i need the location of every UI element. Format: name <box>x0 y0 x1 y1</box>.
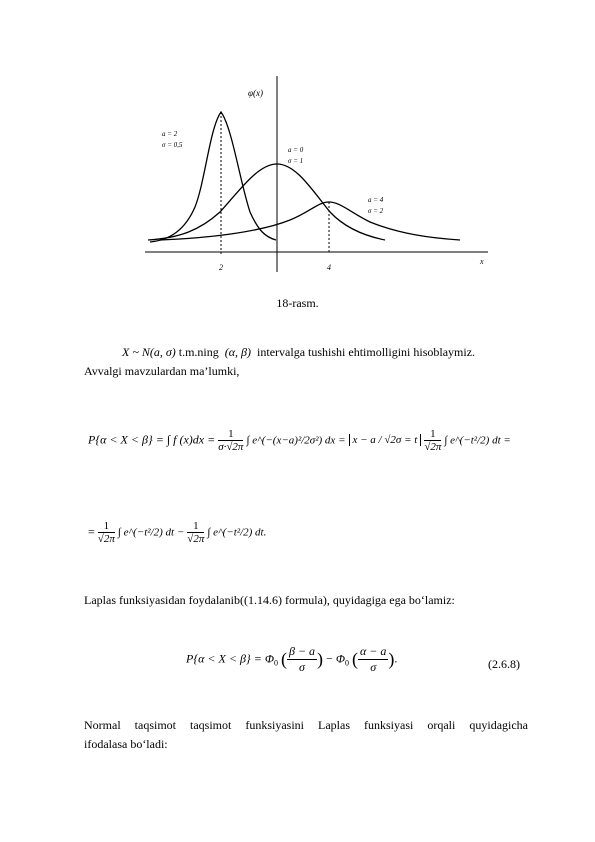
eq1-frac2-den: √2π <box>424 441 442 453</box>
interval-notation: (α, β) <box>224 345 252 359</box>
eq1-substitution: x − a / √2σ = t <box>349 434 422 446</box>
eq3-lhs: P{α < X < β} = Φ <box>186 651 274 666</box>
para3-line2: ifodalasa bo‘ladi: <box>84 737 168 751</box>
eq3-sub2: 0 <box>344 658 349 668</box>
curve-a0-s1 <box>148 164 385 240</box>
eq3-minus: − <box>326 651 333 666</box>
eq3-frac1-den: σ <box>299 660 305 674</box>
para3-line1: Normal taqsimot taqsimot funksiyasini Laplas funksiyasi orqali quyidagicha <box>84 718 528 732</box>
y-axis-label: φ(x) <box>248 88 263 98</box>
eq2-prefix: = <box>88 524 95 539</box>
eq1-frac2-num: 1 <box>424 428 441 441</box>
eq2-frac2-den: √2π <box>187 533 205 545</box>
curve1-label-s: σ = 0,5 <box>162 141 183 149</box>
paragraph-2: Laplas funksiyasidan foydalanib((1.14.6) formula), quyidagiga ega bo‘lamiz: <box>84 593 455 607</box>
eq1-integral3: ∫ e^(−t²/2) dt = <box>444 434 511 447</box>
eq3-frac1-num: β − a <box>288 644 316 658</box>
equation-3: $P\{\alpha < X < \beta\} = \Phi_0$ ( $\frac{\beta - a}{\sigma}$ ) − $\Phi_0$ ( $\frac{\alpha - a}{\sigma}$ ). <box>186 644 398 674</box>
eq2-frac2-num: 1 <box>187 520 204 533</box>
curve2-label-s: σ = 1 <box>288 157 304 165</box>
eq3-frac2-den: σ <box>370 660 377 674</box>
eq1-integral2: ∫ e^(−(x−a)²/2σ²) dx = <box>246 434 346 447</box>
eq3-frac2-num: α − a <box>359 644 387 658</box>
eq1-frac1-num: 1 <box>218 428 243 441</box>
curve1-label-a: a = 2 <box>162 130 178 138</box>
paragraph-1 <box>84 343 528 381</box>
x-axis-label: x <box>480 257 484 266</box>
tick-label-2: 2 <box>219 263 223 272</box>
para1-text-rest: intervalga tushishi ehtimolligini hisoblaymiz. <box>257 345 476 359</box>
curve-a4-s2 <box>160 202 460 240</box>
tick-label-4: 4 <box>327 263 331 272</box>
paragraph-3 <box>84 716 528 754</box>
curve2-label-a: a = 0 <box>288 146 304 154</box>
eq2-integral-b: ∫ e^(−t²/2) dt. <box>207 526 267 539</box>
eq2-integral-a: ∫ e^(−t²/2) dt − <box>117 526 185 539</box>
equation-2 <box>88 520 388 560</box>
normal-density-figure <box>140 72 500 282</box>
equation-1 <box>88 428 528 468</box>
para1-line2: Avvalgi mavzulardan ma’lumki, <box>84 364 240 378</box>
curve3-label-a: a = 4 <box>368 196 384 204</box>
eq1-lhs: P{α < X < β} = <box>88 432 164 447</box>
eq2-frac-num: 1 <box>98 520 115 533</box>
curve3-label-s: σ = 2 <box>368 207 384 215</box>
eq1-frac1-den: σ·√2π <box>218 441 244 453</box>
eq1-integral1: ∫ f (x)dx = <box>166 432 216 447</box>
eq2-frac-den: √2π <box>97 533 115 545</box>
eq3-end: . <box>394 651 398 666</box>
para1-text-mid: t.m.ning <box>178 345 219 359</box>
figure-caption: 18-rasm. <box>276 296 319 310</box>
distribution-notation: X ~ N(a, σ) <box>122 345 176 359</box>
equation-number: (2.6.8) <box>488 657 520 671</box>
eq3-sub: 0 <box>273 658 278 668</box>
